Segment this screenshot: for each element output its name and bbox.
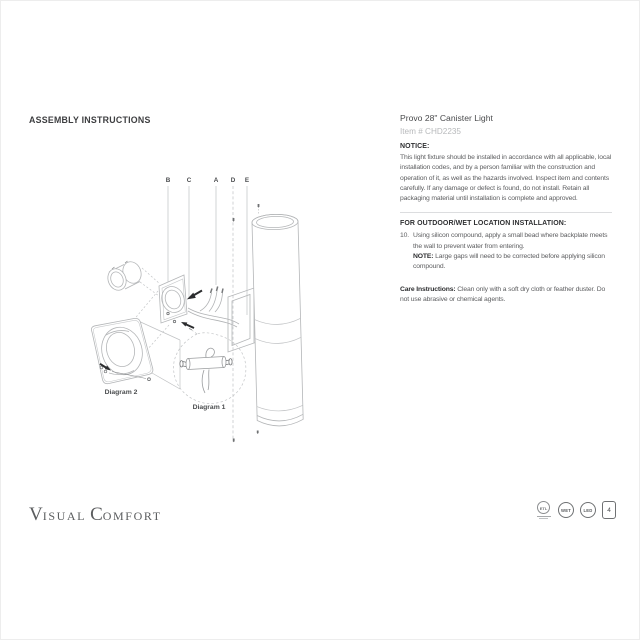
step-note — [413, 252, 612, 273]
assembly-diagram — [71, 171, 311, 456]
logo-initial-v: V — [29, 504, 43, 525]
part-label-c: C — [186, 177, 192, 184]
crossbar-bracket-drawing — [186, 348, 226, 393]
screw-detail — [167, 312, 169, 314]
care-instructions — [400, 285, 612, 306]
crossbar-screw-detail — [189, 329, 192, 330]
diagram2-caption: Diagram 2 — [104, 389, 138, 396]
visual-comfort-logo — [29, 504, 162, 526]
instructions-column — [400, 113, 612, 305]
note-text: Large gaps will need to be corrected before applying silicon compound. — [413, 253, 605, 271]
part-letters — [166, 177, 249, 184]
callout-arrowhead — [181, 322, 187, 327]
callout-arrow — [186, 324, 194, 328]
logo-text-omfort: OMFORT — [102, 509, 162, 523]
mounting-screw — [148, 378, 151, 381]
note-label: NOTE: — [413, 253, 434, 261]
etl-mark: ETL — [537, 501, 550, 514]
step-number: 10. — [400, 232, 409, 240]
etl-certification-icon — [535, 501, 552, 519]
part-label-b: B — [165, 177, 171, 184]
product-name: Provo 28" Canister Light — [400, 113, 493, 123]
outdoor-section-title: FOR OUTDOOR/WET LOCATION INSTALLATION: — [400, 220, 567, 228]
installation-step-10 — [400, 231, 612, 272]
logo-text-isual: ISUAL — [42, 509, 87, 523]
part-label-a: A — [213, 177, 219, 184]
screw-detail — [104, 370, 107, 373]
wet-rating-icon: WET — [558, 502, 574, 518]
item-number: Item # CHD2235 — [400, 127, 461, 136]
part-label-d: D — [230, 177, 236, 184]
diagram2-plate-drawing — [91, 318, 152, 383]
led-rating-icon: LED — [580, 502, 596, 518]
care-label: Care Instructions: — [400, 285, 456, 293]
section-divider — [400, 212, 612, 213]
canister-drawing — [252, 214, 304, 427]
diagram1-balloon-drawing — [174, 330, 246, 404]
screw-detail — [173, 320, 175, 322]
notice-body: This light fixture should be installed in accordance with all applicable, local installation codes, and by a person familiar with the construction and operation of it, as well as the hazards involved. Inspect item and contents carefully. If any damage or defect is found, do not install. Retain all packaging material until installation is complete and approved. — [400, 154, 612, 203]
notice-label: NOTICE: — [400, 143, 430, 150]
footer-badges — [535, 501, 616, 519]
page-title: ASSEMBLY INSTRUCTIONS — [29, 115, 151, 125]
backplate-drawing — [158, 275, 202, 330]
junction-collar-drawing — [105, 259, 145, 293]
screw-detail — [100, 366, 103, 369]
wires-drawing — [188, 287, 239, 328]
callout-arrowhead — [187, 293, 196, 300]
page-number-badge: 4 — [602, 501, 616, 519]
bracket-screws — [180, 359, 232, 367]
care-text: Clean only with a soft dry cloth or feather duster. Do not use abrasive or chemical agents. — [400, 285, 606, 303]
diagram1-caption: Diagram 1 — [192, 404, 226, 411]
part-label-e: E — [244, 177, 250, 184]
logo-initial-c: C — [90, 504, 103, 525]
step-text: Using silicon compound, apply a small bead where backplate meets the wall to prevent water from entering. — [413, 232, 608, 250]
